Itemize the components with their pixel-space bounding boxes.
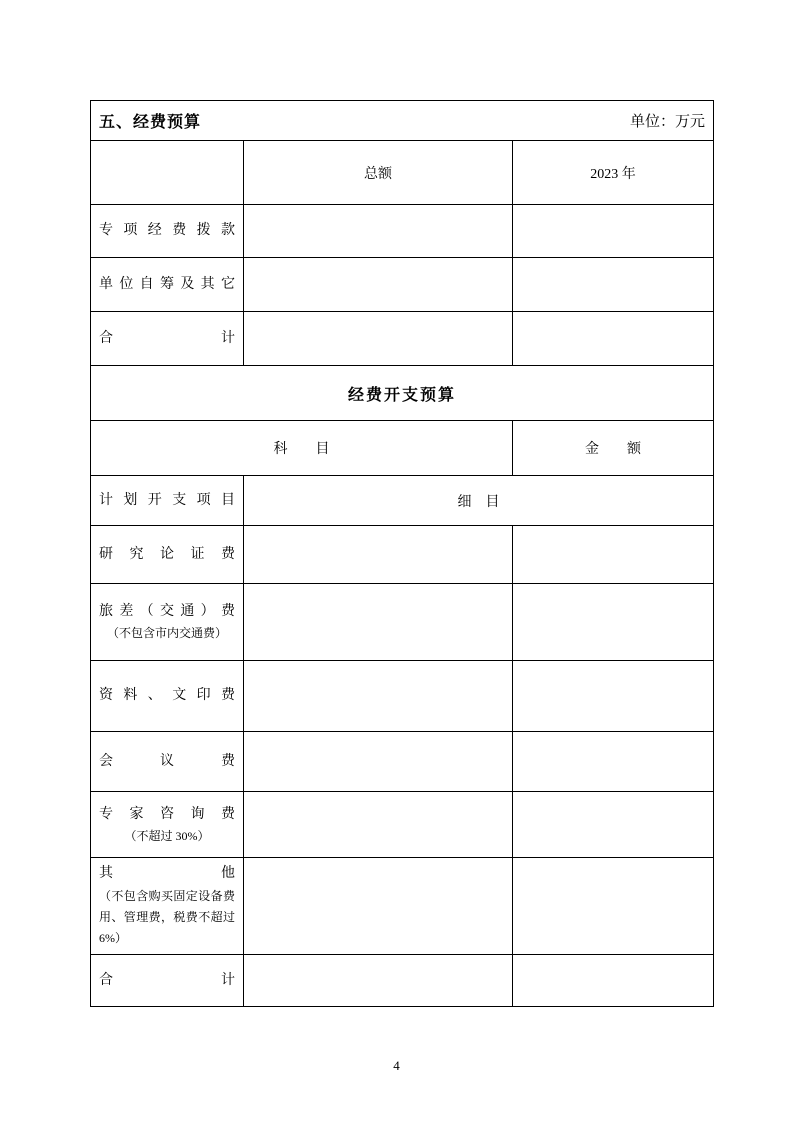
cell-expense-total-detail[interactable] xyxy=(244,955,513,1007)
cell-self-raised-year[interactable] xyxy=(513,258,714,312)
row-label-funding-total: 合计 xyxy=(91,312,244,366)
row-label-conference-fee: 会议费 xyxy=(91,732,244,792)
travel-fee-note: （不包含市内交通费） xyxy=(106,626,227,640)
row-label-other-fee: 其他 （不包含购买固定设备费用、管理费，税费不超过 6%） xyxy=(91,858,244,955)
cell-self-raised-total[interactable] xyxy=(244,258,513,312)
cell-special-fund-year[interactable] xyxy=(513,205,714,258)
col-header-subject: 科 目 xyxy=(91,421,513,476)
row-label-self-raised: 单位自筹及其它 xyxy=(91,258,244,312)
table-row xyxy=(91,792,714,858)
cell-conference-detail[interactable] xyxy=(244,732,513,792)
table-row xyxy=(91,312,714,366)
table-row xyxy=(91,955,714,1007)
title-row xyxy=(91,101,714,141)
cell-other-detail[interactable] xyxy=(244,858,513,955)
row-label-plan-item: 计划开支项目 xyxy=(91,476,244,526)
table-row xyxy=(91,732,714,792)
cell-research-detail[interactable] xyxy=(244,526,513,584)
expert-fee-note: （不超过 30%） xyxy=(124,828,210,843)
cell-funding-total-year[interactable] xyxy=(513,312,714,366)
expense-section-title: 经费开支预算 xyxy=(91,366,714,421)
row-label-expert-fee: 专家咨询费 （不超过 30%） xyxy=(91,792,244,858)
table-row xyxy=(91,661,714,732)
table-row xyxy=(91,258,714,312)
row-label-materials-fee: 资料、文印费 xyxy=(91,661,244,732)
other-fee-note: （不包含购买固定设备费用、管理费，税费不超过 6%） xyxy=(99,888,235,945)
corner-cell xyxy=(91,141,244,205)
cell-funding-total-total[interactable] xyxy=(244,312,513,366)
table-row xyxy=(91,526,714,584)
table-row xyxy=(91,584,714,661)
cell-other-amount[interactable] xyxy=(513,858,714,955)
col-header-amount: 金 额 xyxy=(513,421,714,476)
col-header-detail: 细 目 xyxy=(244,476,714,526)
row-label-research-fee: 研究论证费 xyxy=(91,526,244,584)
cell-special-fund-total[interactable] xyxy=(244,205,513,258)
cell-travel-amount[interactable] xyxy=(513,584,714,661)
table-row xyxy=(91,205,714,258)
cell-expert-amount[interactable] xyxy=(513,792,714,858)
cell-expense-total-amount[interactable] xyxy=(513,955,714,1007)
col-header-total: 总额 xyxy=(244,141,513,205)
cell-travel-detail[interactable] xyxy=(244,584,513,661)
budget-table xyxy=(90,100,714,1007)
cell-research-amount[interactable] xyxy=(513,526,714,584)
cell-materials-amount[interactable] xyxy=(513,661,714,732)
col-header-year: 2023 年 xyxy=(513,141,714,205)
unit-label: 单位：万元 xyxy=(630,114,706,130)
row-label-travel-fee: 旅差（交通）费 （不包含市内交通费） xyxy=(91,584,244,661)
row-label-expense-total: 合计 xyxy=(91,955,244,1007)
row-label-special-fund: 专项经费拨款 xyxy=(91,205,244,258)
section-title: 五、经费预算 xyxy=(99,114,202,131)
page-number: 4 xyxy=(393,1058,400,1073)
cell-expert-detail[interactable] xyxy=(244,792,513,858)
table-row xyxy=(91,858,714,955)
cell-materials-detail[interactable] xyxy=(244,661,513,732)
cell-conference-amount[interactable] xyxy=(513,732,714,792)
